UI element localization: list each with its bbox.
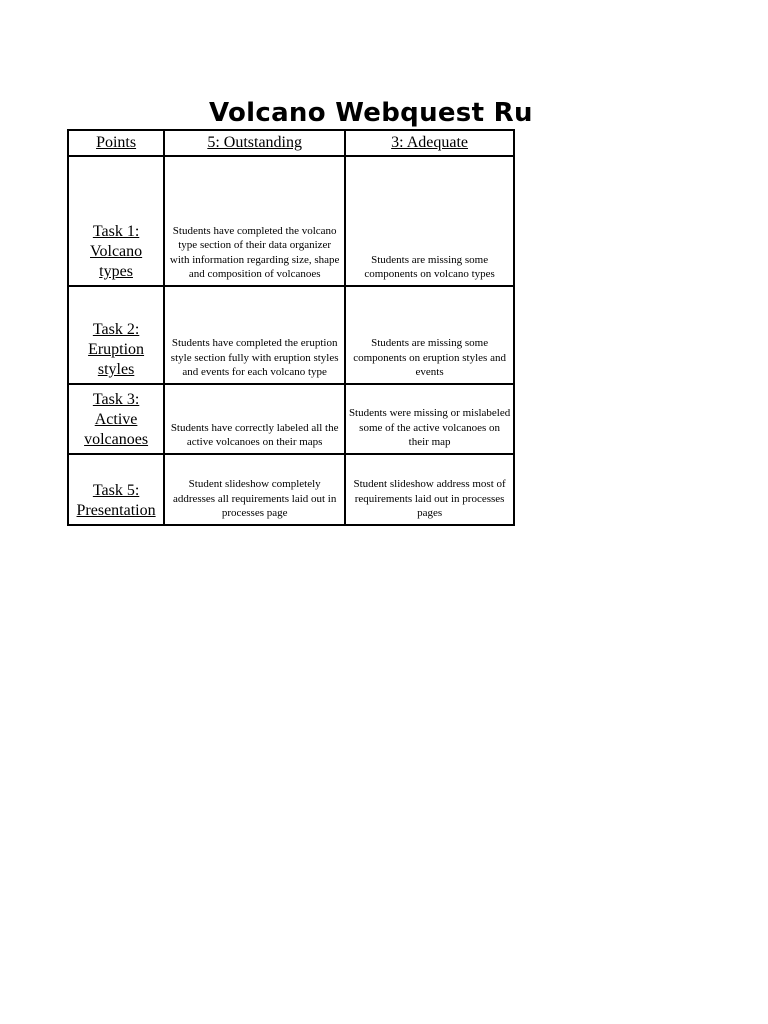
column-header-adequate: 3: Adequate [345, 130, 514, 156]
column-header-points: Points [68, 130, 164, 156]
adequate-criteria: Students are missing some components on volcano types [345, 156, 514, 286]
outstanding-criteria: Students have correctly labeled all the active volcanoes on their maps [164, 384, 345, 454]
adequate-criteria: Student slideshow address most of requirements laid out in processes pages [345, 454, 514, 525]
task-label-line: Task 1: [92, 223, 140, 240]
adequate-criteria: Students were missing or mislabeled some of the active volcanoes on their map [345, 384, 514, 454]
table-row [68, 286, 514, 384]
table-row [68, 156, 514, 286]
task-label-line: styles [97, 361, 135, 378]
outstanding-criteria: Students have completed the volcano type section of their data organizer with information regarding size, shape and composition of volcanoes [164, 156, 345, 286]
task-label-line: Volcano [90, 243, 143, 260]
task-cell [68, 384, 164, 454]
task-cell [68, 286, 164, 384]
task-label-line: Task 2: [92, 321, 140, 338]
column-header-outstanding: 5: Outstanding [164, 130, 345, 156]
task-label-line: Task 3: [92, 391, 140, 408]
task-cell [68, 454, 164, 525]
outstanding-criteria: Student slideshow completely addresses all requirements laid out in processes page [164, 454, 345, 525]
rubric-table [67, 129, 515, 526]
document-title: Volcano Webquest Ru [209, 98, 533, 128]
task-label-line: Active [94, 411, 138, 428]
outstanding-criteria: Students have completed the eruption style section fully with eruption styles and events for each volcano type [164, 286, 345, 384]
table-row [68, 454, 514, 525]
task-label-line: volcanoes [84, 431, 149, 448]
task-label-line: types [99, 263, 133, 280]
task-cell [68, 156, 164, 286]
task-label-line: Presentation [76, 502, 156, 519]
adequate-criteria: Students are missing some components on eruption styles and events [345, 286, 514, 384]
task-label-line: Task 5: [92, 482, 140, 499]
task-label-line: Eruption [88, 341, 145, 358]
table-header-row [68, 130, 514, 156]
table-row [68, 384, 514, 454]
